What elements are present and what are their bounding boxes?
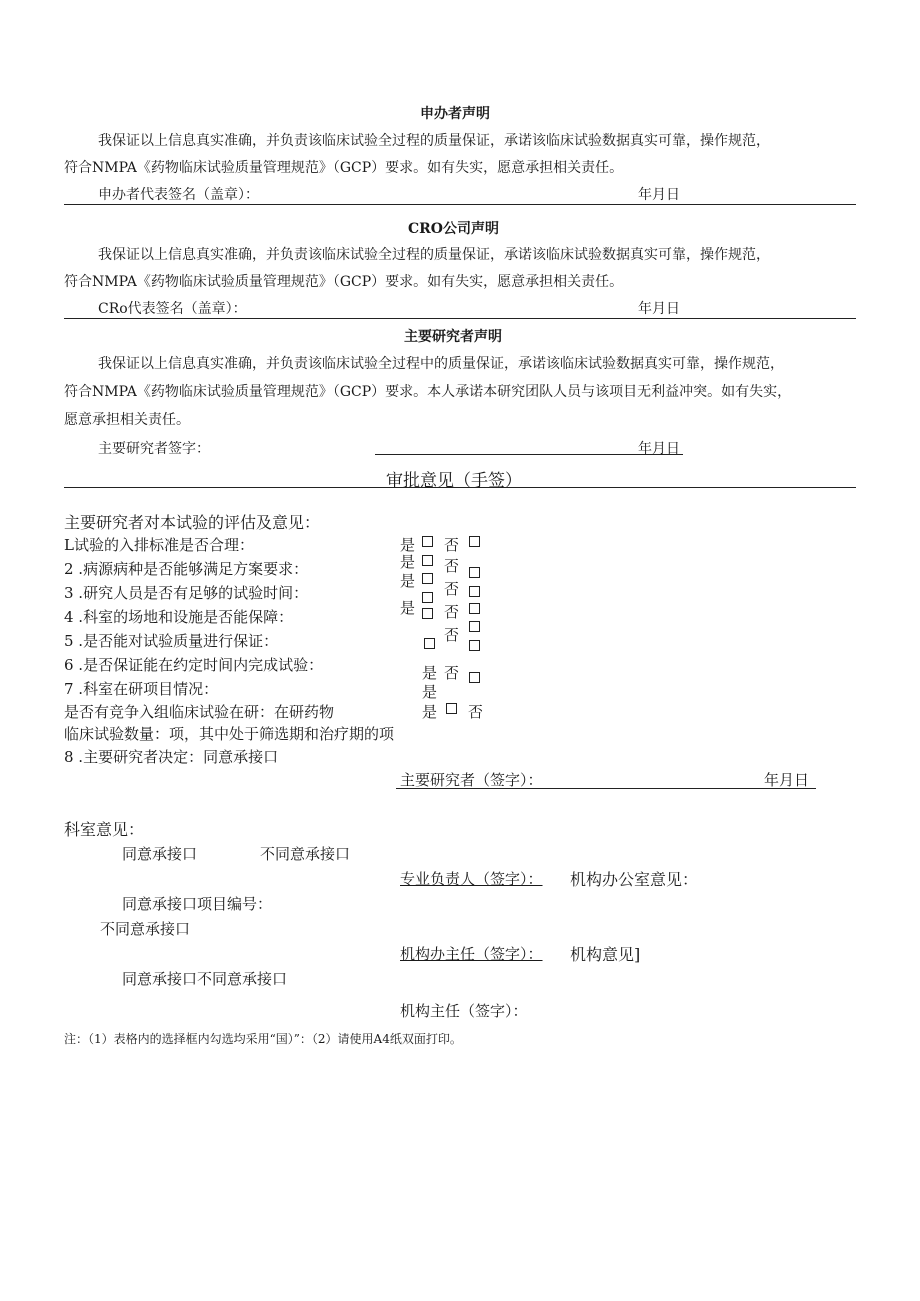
- no-checkbox-5[interactable]: [469, 621, 480, 632]
- office-disagree-option[interactable]: 不同意承接口: [100, 920, 191, 938]
- cro-text-line1: 我保证以上信息真实准确，并负责该临床试验全过程的质量保证，承诺该临床试验数据真实可靠，操作规范，: [98, 247, 770, 263]
- pi-text-line2: 符合NMPA《药物临床试验质量管理规范》（GCP）要求。本人承诺本研究团队人员与该项目无利益冲突。如有失实，: [64, 384, 792, 400]
- no-label: 否: [444, 536, 460, 554]
- sponsor-title: 申办者声明: [420, 106, 490, 122]
- yes-checkbox-8[interactable]: [446, 703, 457, 714]
- sponsor-sign-label: 申办者代表签名（盖章）：: [98, 187, 259, 203]
- no-label: 否: [444, 664, 460, 682]
- yes-label: 是: [400, 572, 416, 590]
- institution-director-sign-label: 机构主任（签字）：: [400, 1002, 528, 1020]
- no-checkbox-4[interactable]: [469, 603, 480, 614]
- pi-approval-sign-label: 主要研究者（签字）：: [400, 771, 543, 789]
- dept-disagree-option[interactable]: 不同意承接口: [260, 845, 351, 863]
- signature-line: [396, 788, 816, 789]
- yes-label: 是: [422, 703, 438, 721]
- divider: [64, 487, 856, 488]
- footnote: 注：（1）表格内的选择框内勾选均采用“国）”：（2）请使用A4纸双面打印。: [64, 1032, 462, 1046]
- eval-item-6: 6 .是否保证能在约定时间内完成试验：: [64, 656, 324, 674]
- yes-label: 是: [400, 553, 416, 571]
- leader-sign-label: 专业负责人（签字）：: [400, 870, 543, 888]
- approval-title: 审批意见（手签）: [386, 471, 522, 491]
- eval-item-5: 5 .是否能对试验质量进行保证：: [64, 632, 279, 650]
- no-checkbox-7[interactable]: [469, 672, 480, 683]
- no-checkbox-1[interactable]: [469, 536, 480, 547]
- eval-item-3: 3 .研究人员是否有足够的试验时间：: [64, 584, 309, 602]
- divider: [64, 318, 856, 319]
- yes-label: 是: [422, 683, 438, 701]
- eval-item-1: L试验的入排标准是否合理：: [64, 536, 254, 554]
- no-label: 否: [444, 603, 460, 621]
- institution-opinion-title: 机构意见]: [570, 945, 641, 964]
- cro-sign-label: CRo代表签名（盖章）：: [98, 301, 247, 317]
- yes-checkbox-4b[interactable]: [422, 608, 433, 619]
- yes-checkbox-5[interactable]: [424, 638, 435, 649]
- pi-text-line3: 愿意承担相关责任。: [64, 412, 190, 428]
- pi-approval-date-label: 年月日: [764, 771, 810, 789]
- no-label: 否: [444, 557, 460, 575]
- yes-label: 是: [400, 536, 416, 554]
- cro-title: CRO公司声明: [408, 221, 499, 237]
- eval-title: 主要研究者对本试验的评估及意见：: [64, 513, 321, 532]
- office-agree-project-option[interactable]: 同意承接口项目编号：: [122, 895, 273, 913]
- dept-title: 科室意见：: [64, 820, 145, 839]
- yes-label: 是: [422, 664, 438, 682]
- yes-checkbox-3[interactable]: [422, 573, 433, 584]
- eval-item-7: 7 .科室在研项目情况：: [64, 680, 219, 698]
- eval-item-7-count: 临床试验数量：项，其中处于筛选期和治疗期的项: [64, 725, 395, 743]
- signature-line: [375, 454, 683, 455]
- office-director-sign-label: 机构办主任（签字）：: [400, 945, 543, 963]
- no-label: 否: [468, 703, 484, 721]
- pi-date-label: 年月日: [638, 441, 680, 457]
- eval-item-8: 8 .主要研究者决定：同意承接口: [64, 748, 279, 766]
- cro-date-label: 年月日: [638, 301, 680, 317]
- sponsor-date-label: 年月日: [638, 187, 680, 203]
- divider: [64, 204, 856, 205]
- sponsor-text-line2: 符合NMPA《药物临床试验质量管理规范》（GCP）要求。如有失实，愿意承担相关责任。: [64, 160, 624, 176]
- no-checkbox-6[interactable]: [469, 640, 480, 651]
- yes-label: 是: [400, 599, 416, 617]
- yes-checkbox-1[interactable]: [422, 536, 433, 547]
- no-label: 否: [444, 626, 460, 644]
- cro-text-line2: 符合NMPA《药物临床试验质量管理规范》（GCP）要求。如有失实，愿意承担相关责任。: [64, 274, 624, 290]
- yes-checkbox-4[interactable]: [422, 592, 433, 603]
- institution-agree-disagree-options[interactable]: 同意承接口不同意承接口: [122, 970, 288, 988]
- pi-text-line1: 我保证以上信息真实准确，并负责该临床试验全过程中的质量保证，承诺该临床试验数据真实可靠，操作规范，: [98, 356, 784, 372]
- no-label: 否: [444, 580, 460, 598]
- office-opinion-title: 机构办公室意见：: [570, 870, 699, 889]
- pi-title: 主要研究者声明: [404, 329, 502, 345]
- eval-item-7-competing: 是否有竞争入组临床试验在研：在研药物: [64, 703, 335, 721]
- eval-item-4: 4 .科室的场地和设施是否能保障：: [64, 608, 294, 626]
- yes-checkbox-2[interactable]: [422, 555, 433, 566]
- pi-sign-label: 主要研究者签字：: [98, 441, 210, 457]
- dept-agree-option[interactable]: 同意承接口: [122, 845, 198, 863]
- eval-item-2: 2 .病源病种是否能够满足方案要求：: [64, 560, 309, 578]
- no-checkbox-3[interactable]: [469, 586, 480, 597]
- sponsor-text-line1: 我保证以上信息真实准确，并负责该临床试验全过程的质量保证，承诺该临床试验数据真实可靠，操作规范，: [98, 133, 770, 149]
- no-checkbox-2[interactable]: [469, 567, 480, 578]
